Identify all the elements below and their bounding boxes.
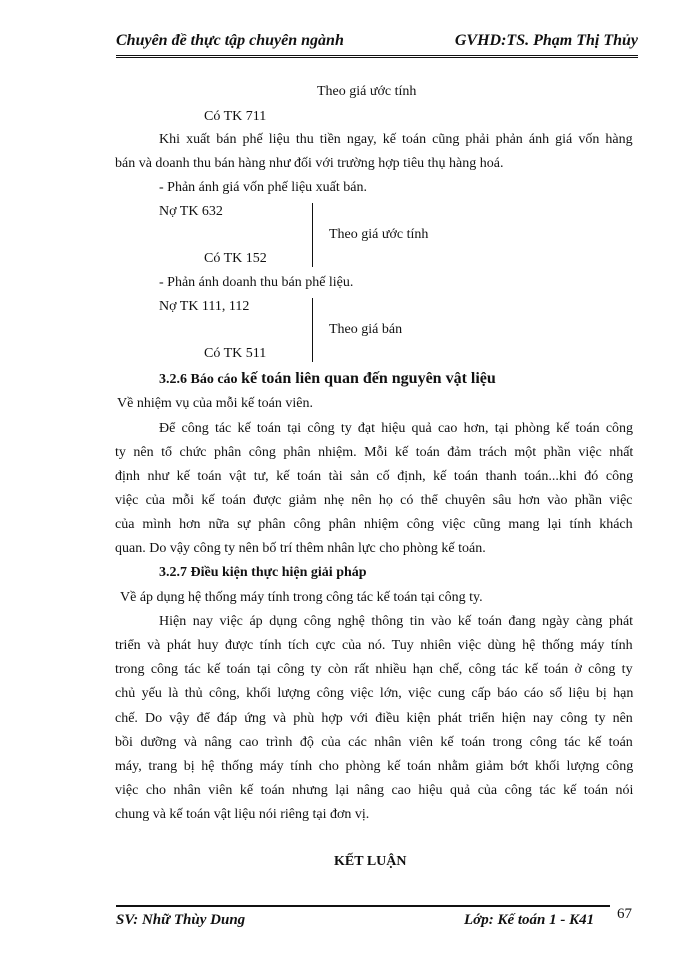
footer-student: SV: Nhữ Thùy Dung — [116, 912, 246, 928]
footer-rule — [116, 905, 610, 907]
section-3-2-6-title — [159, 370, 496, 389]
paragraph-line: quan. Do vậy công ty nên bố trí thêm nhân lực cho phòng kế toán. — [115, 541, 486, 556]
conclusion-heading: KẾT LUẬN — [334, 854, 407, 869]
footer-class: Lớp: Kế toán 1 - K41 — [464, 912, 595, 928]
line-estimate-price: Theo giá ước tính — [317, 84, 417, 99]
paragraph-line: chung và kế toán vật liệu nói riêng tại đơn vị. — [115, 807, 370, 822]
page-number: 67 — [617, 906, 632, 922]
paragraph-line: định như kế toán vật tư, kế toán tài sản cố định, kế toán thanh toán...khi đó công — [115, 469, 634, 484]
header-right: GVHD:TS. Phạm Thị Thủy — [454, 32, 638, 49]
line-credit-711: Có TK 711 — [204, 109, 267, 124]
entry-title-cost: - Phản ánh giá vốn phế liệu xuất bán. — [159, 180, 368, 195]
entry-credit-511: Có TK 511 — [204, 346, 267, 361]
header-left: Chuyên đề thực tập chuyên ngành — [116, 32, 344, 49]
section-title-part: 3.2.6 Báo cáo — [159, 372, 242, 387]
paragraph-line: của mình hơn nữa sự phân công phân nhiệm công việc cũng mang lại tính khách — [115, 517, 633, 532]
paragraph-line: việc cho nhân viên kế toán nhưng lại nâng cao hiệu quả của công tác kế toán nói — [115, 783, 634, 798]
paragraph-line: chế. Do vậy để đáp ứng và phù hợp với điều kiện phát triển hiện nay công ty nên — [115, 711, 633, 726]
entry-debit-632: Nợ TK 632 — [159, 204, 223, 219]
entry-divider — [312, 298, 313, 362]
paragraph-line: việc của mỗi kế toán được giảm nhẹ nên họ có thể chuyên sâu hơn vào phần việc — [115, 493, 633, 508]
section-3-2-7-title: 3.2.7 Điều kiện thực hiện giải pháp — [159, 565, 367, 580]
entry-note-sale-price: Theo giá bán — [329, 322, 403, 337]
section-title-part: kế toán liên quan đến nguyên vật liệu — [241, 370, 496, 387]
entry-title-revenue: - Phản ánh doanh thu bán phế liệu. — [159, 275, 354, 290]
paragraph-line: Để công tác kế toán tại công ty đạt hiệu quả cao hơn, tại phòng kế toán công — [159, 421, 634, 436]
entry-debit-111-112: Nợ TK 111, 112 — [159, 299, 250, 314]
paragraph-line: ty nên tổ chức phân công phân nhiệm. Mỗi kế toán đảm trách một phần việc nhất — [115, 445, 634, 460]
paragraph-line: chủ yếu là thủ công, khối lượng công việc lớn, việc cung cấp báo cáo số liệu bị hạn — [115, 686, 634, 701]
entry-divider — [312, 203, 313, 267]
paragraph-line: Khi xuất bán phế liệu thu tiền ngay, kế toán cũng phải phản ánh giá vốn hàng — [159, 132, 633, 147]
paragraph-line: bồi dưỡng và nâng cao trình độ của các nhân viên kế toán trong công tác kế toán — [115, 735, 633, 750]
paragraph-line: bán và doanh thu bán hàng như đối với trường hợp tiêu thụ hàng hoá. — [115, 156, 504, 171]
page-header — [116, 32, 638, 58]
paragraph-line: triển và phát huy được tính tích cực của nó. Tuy nhiên việc dùng hệ thống máy tính — [115, 638, 633, 653]
entry-note-estimate: Theo giá ước tính — [329, 227, 429, 242]
paragraph-line: Hiện nay việc áp dụng công nghệ thông tin vào kế toán đang ngày càng phát — [159, 614, 634, 629]
paragraph-line: máy, trang bị hệ thống máy tính cho phòng kế toán nhằm giảm bớt khối lượng công — [115, 759, 634, 774]
entry-credit-152: Có TK 152 — [204, 251, 267, 266]
section-subtitle: Về áp dụng hệ thống máy tính trong công tác kế toán tại công ty. — [120, 590, 483, 605]
section-subtitle: Về nhiệm vụ của mỗi kế toán viên. — [117, 396, 313, 411]
paragraph-line: trong công tác kế toán tại công ty còn rất nhiều hạn chế, công tác kế toán ở công ty — [115, 662, 633, 677]
